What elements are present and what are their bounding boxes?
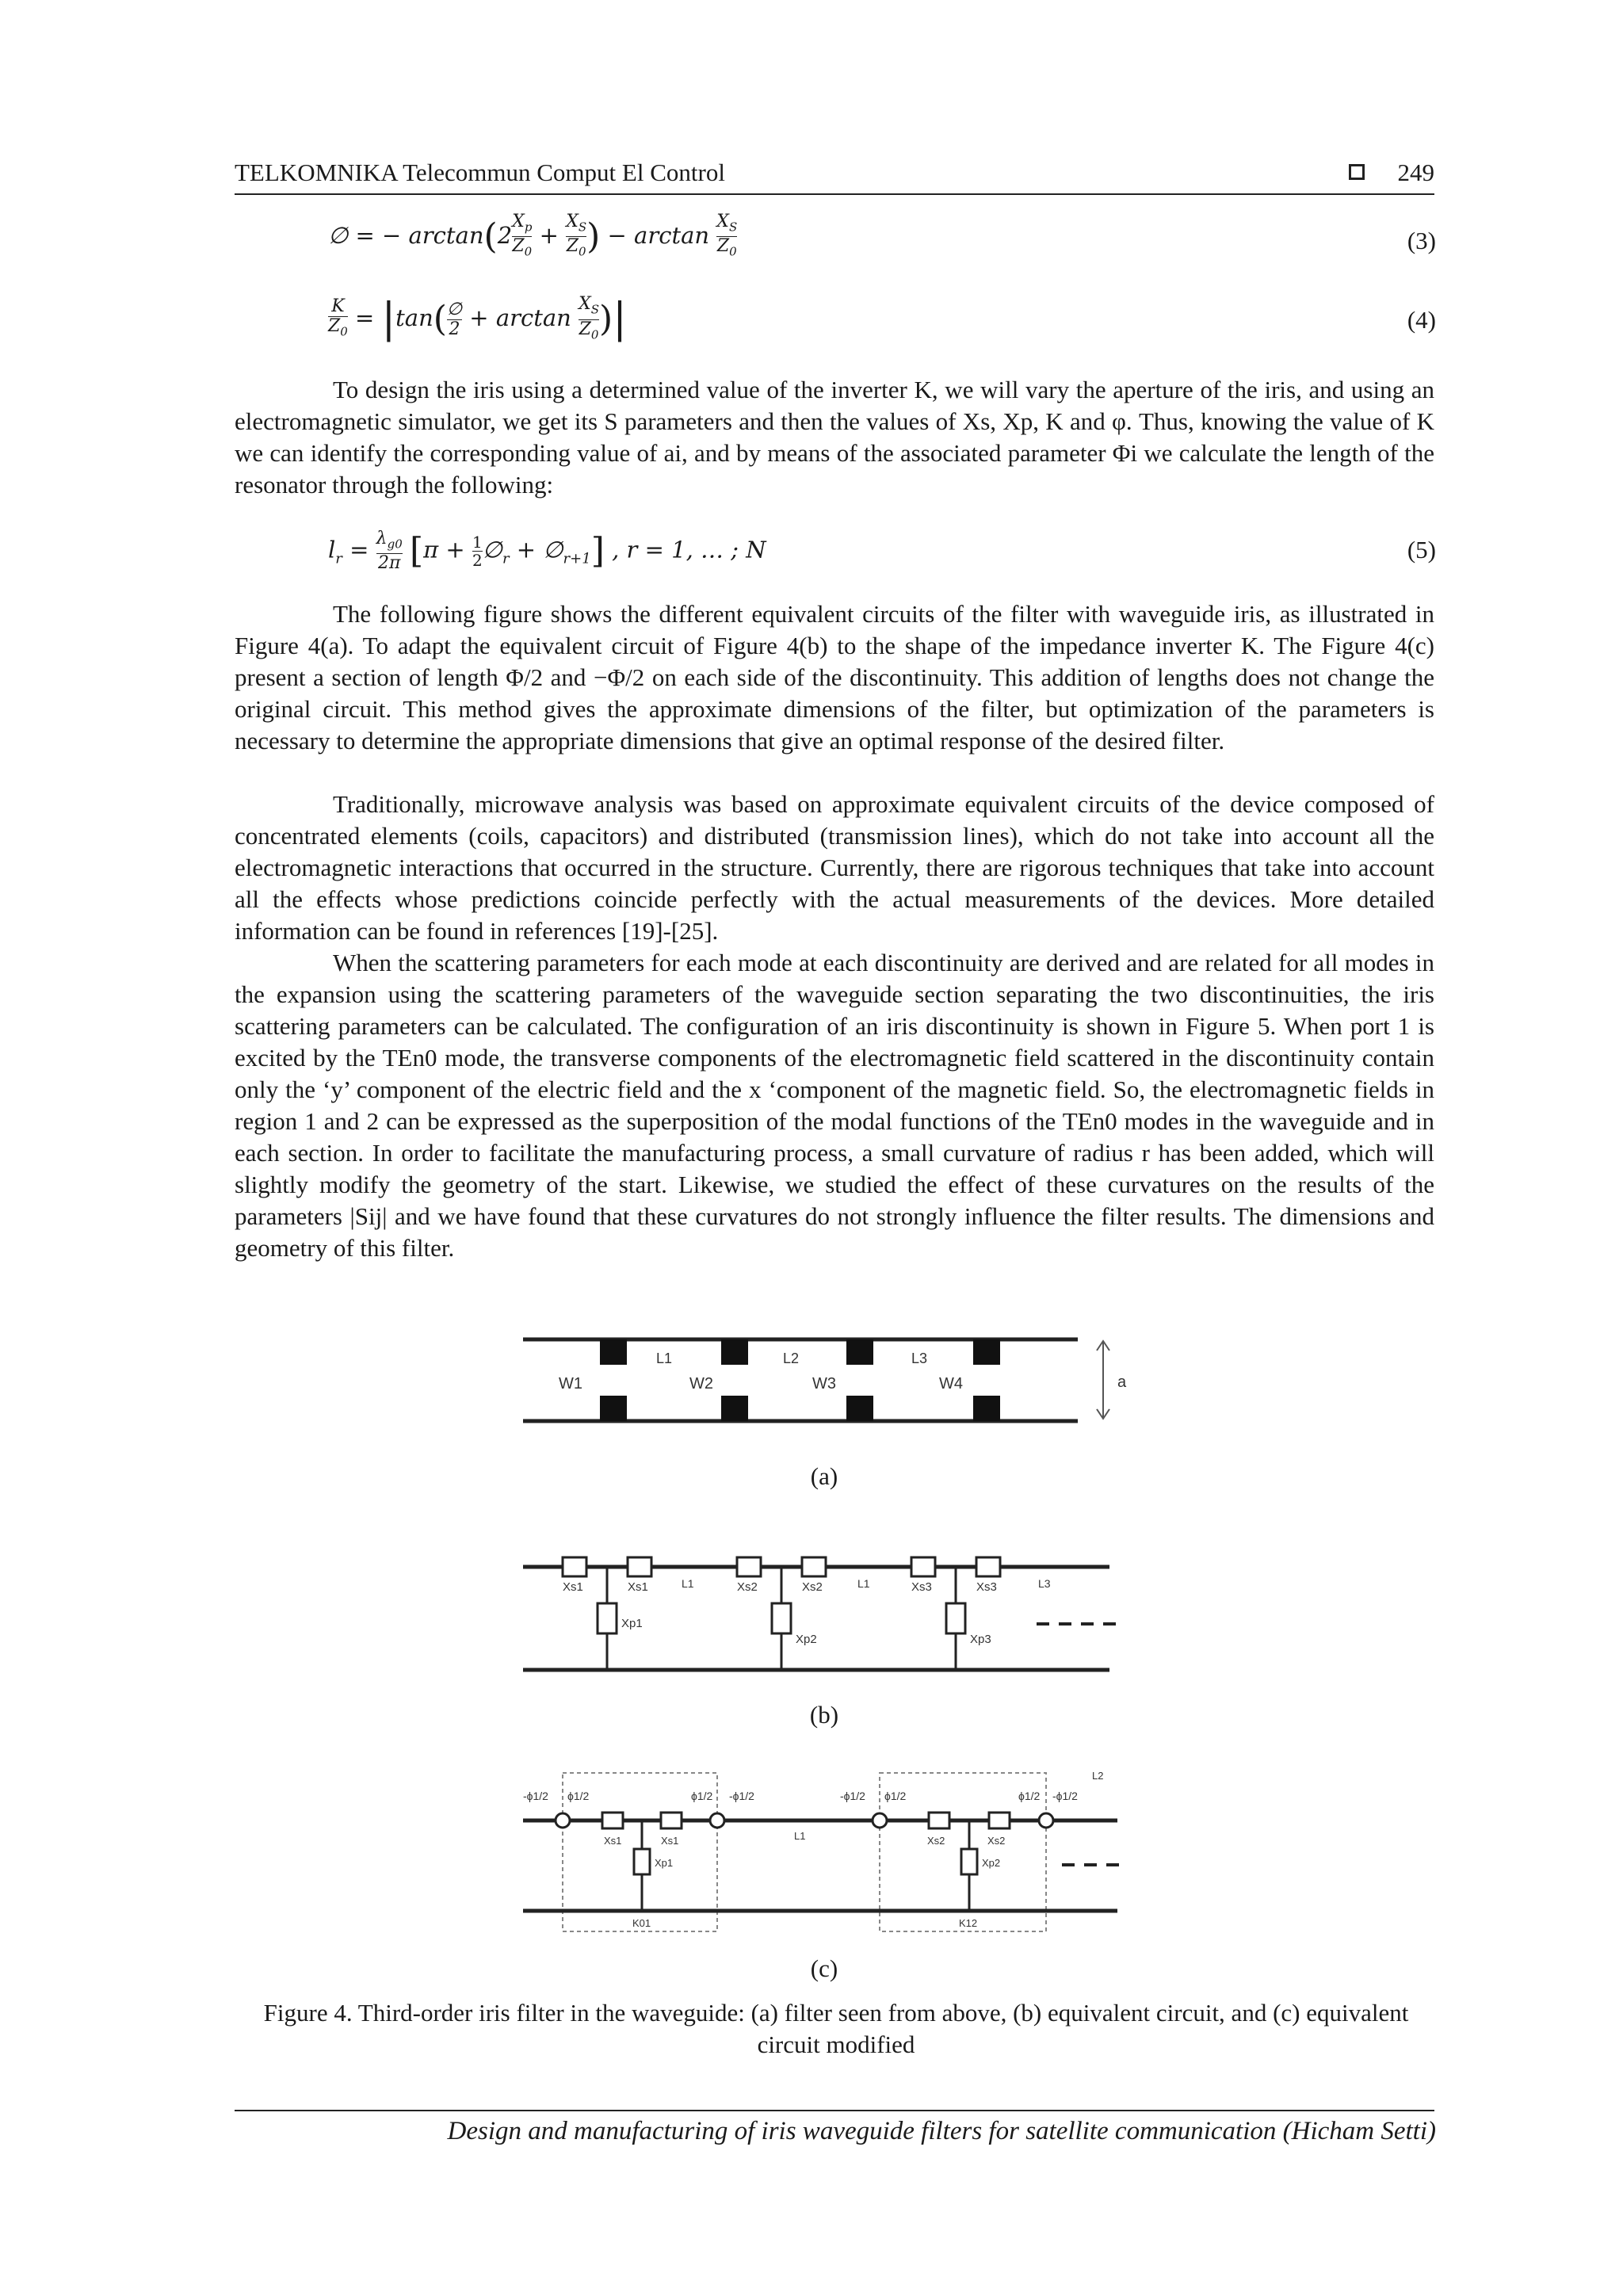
equation-5: $l_r$ = $\frac{\lambda_{g0}}{2\pi}$ [π + $\frac{1}{2}$ $\emptyset_r$ + $\emptyset_{r+1}$] , r = 1, … ; N [328, 529, 766, 574]
label-series-1: Xs1 [563, 1580, 583, 1594]
paragraph-4: When the scattering parameters for each mode at each discontinuity are derived and are related for all modes in the expansion using the scattering parameters of the waveguide section separating the two discontinuities, the iris scattering parameters can be calculated. The configuration of an iris discontinuity is shown in Figure 5. When port 1 is excited by the TEn0 mode, the transverse components of the electromagnetic field scattered in the discontinuity contain only the ‘y’ component of the electric field and the x ‘component of the magnetic field. So, the electromagnetic fields in region 1 and 2 can be expressed as the superposition of the modal functions of the TEn0 modes in the waveguide and in each section. In order to facilitate the manufacturing process, a small curvature of radius r has been added, which will slightly modify the geometry of the start. Likewise, we studied the effect of these curvatures on the results of the parameters |Sij| and we have found that these curvatures do not strongly influence the filter results. The dimensions and geometry of this filter. [235, 949, 1434, 1262]
figure-4-caption: Figure 4. Third-order iris filter in the waveguide: (a) filter seen from above, (b) equivalent circuit, and (c) equivalent circuit modified [263, 1999, 1409, 2058]
label-phase-1: -ϕ1/2 [523, 1790, 548, 1802]
label-c-shunt-1: Xp1 [655, 1857, 674, 1869]
figure-4c-circuit [515, 1763, 1149, 1942]
label-c-series-4: Xs2 [987, 1835, 1006, 1847]
label-shunt-2: Xp2 [796, 1633, 817, 1646]
label-l3: L3 [911, 1350, 928, 1366]
label-phase-3: ϕ1/2 [691, 1790, 713, 1802]
label-c-series-1: Xs1 [604, 1835, 622, 1847]
paragraph-3: Traditionally, microwave analysis was based on approximate equivalent circuits of the device composed of concentrated elements (coils, capacitors) and distributed (transmission lines), which do not take into account all the electromagnetic interactions that occurred in the structure. Currently, there are rigorous techniques that take into account all the effects whose predictions coincide perfectly with the actual measurements of the devices. More detailed information can be found in references [19]-[25]. [235, 790, 1434, 945]
page-number: 249 [1397, 159, 1434, 186]
label-phase-6: ϕ1/2 [884, 1790, 907, 1802]
label-c-line-2: L2 [1092, 1770, 1104, 1782]
figure-4a-diagram [507, 1331, 1141, 1450]
label-inverter-2: K12 [959, 1917, 978, 1929]
label-c-line-1: L1 [794, 1830, 806, 1842]
equation-5-number: (5) [1407, 536, 1436, 563]
square-bullet-icon [1349, 164, 1365, 180]
equation-4: $\frac{K}{Z_0}$ = |tan( ∅ 2 + arctan $\frac{X_S}{Z_0}$ )| [328, 294, 627, 342]
figure-4b-circuit [515, 1541, 1149, 1680]
figure-4a-caption: (a) [810, 1462, 838, 1490]
paragraph-2: The following figure shows the different equivalent circuits of the filter with waveguide iris, as illustrated in Figure 4(a). To adapt the equivalent circuit of Figure 4(b) to the shape of the impedance inverter K. The Figure 4(c) present a section of length Φ/2 and −Φ/2 on each side of the discontinuity. This addition of lengths does not change the original circuit. This method gives the approximate dimensions of the filter, but optimization of the parameters is necessary to determine the appropriate dimensions that give an optimal response of the desired filter. [235, 600, 1434, 755]
label-l1: L1 [656, 1350, 673, 1366]
label-series-5: Xs3 [911, 1580, 932, 1594]
label-inverter-1: K01 [632, 1917, 651, 1929]
label-l2: L2 [783, 1350, 800, 1366]
label-w3: W3 [812, 1375, 836, 1392]
journal-title: TELKOMNIKA Telecommun Comput El Control [235, 159, 725, 186]
label-c-series-2: Xs1 [661, 1835, 679, 1847]
label-shunt-1: Xp1 [621, 1617, 643, 1630]
label-c-series-3: Xs2 [927, 1835, 945, 1847]
paragraph-1: To design the iris using a determined value of the inverter K, we will vary the aperture of the iris, and using an electromagnetic simulator, we get its S parameters and then the values of Xs, Xp, K and φ. Thus, knowing the value of K we can identify the corresponding value of ai, and by means of the associated parameter Φi we calculate the length of the resonator through the following: [235, 376, 1434, 499]
label-line-3: L3 [1038, 1577, 1051, 1590]
footer-rule [235, 2110, 1434, 2111]
figure-4b-caption: (b) [809, 1701, 839, 1729]
label-w1: W1 [559, 1375, 582, 1392]
label-height-a: a [1117, 1373, 1127, 1391]
label-phase-8: -ϕ1/2 [1052, 1790, 1078, 1802]
equation-3: ∅ = − arctan(2 $\frac{X_p}{Z_0}$ + $\frac{X_S}{Z_0}$ ) − arctan $\frac{X_S}{Z_0}$ [328, 212, 738, 259]
label-phase-2: ϕ1/2 [567, 1790, 590, 1802]
figure-4c-caption: (c) [810, 1954, 838, 1982]
equation-4-number: (4) [1407, 306, 1436, 334]
label-phase-4: -ϕ1/2 [729, 1790, 754, 1802]
label-line-2: L1 [857, 1577, 870, 1590]
label-phase-5: -ϕ1/2 [840, 1790, 865, 1802]
label-c-shunt-2: Xp2 [982, 1857, 1001, 1869]
label-series-2: Xs1 [628, 1580, 648, 1594]
equation-3-number: (3) [1407, 227, 1436, 254]
page-footer: Design and manufacturing of iris waveguide filters for satellite communication (Hicham Setti) [447, 2117, 1436, 2145]
label-series-4: Xs2 [802, 1580, 823, 1594]
label-w2: W2 [689, 1375, 713, 1392]
label-series-6: Xs3 [976, 1580, 997, 1594]
page-header [235, 157, 1434, 195]
label-w4: W4 [939, 1375, 963, 1392]
label-phase-7: ϕ1/2 [1018, 1790, 1041, 1802]
label-series-3: Xs2 [737, 1580, 758, 1594]
label-line-1: L1 [682, 1577, 694, 1590]
label-shunt-3: Xp3 [970, 1633, 991, 1646]
